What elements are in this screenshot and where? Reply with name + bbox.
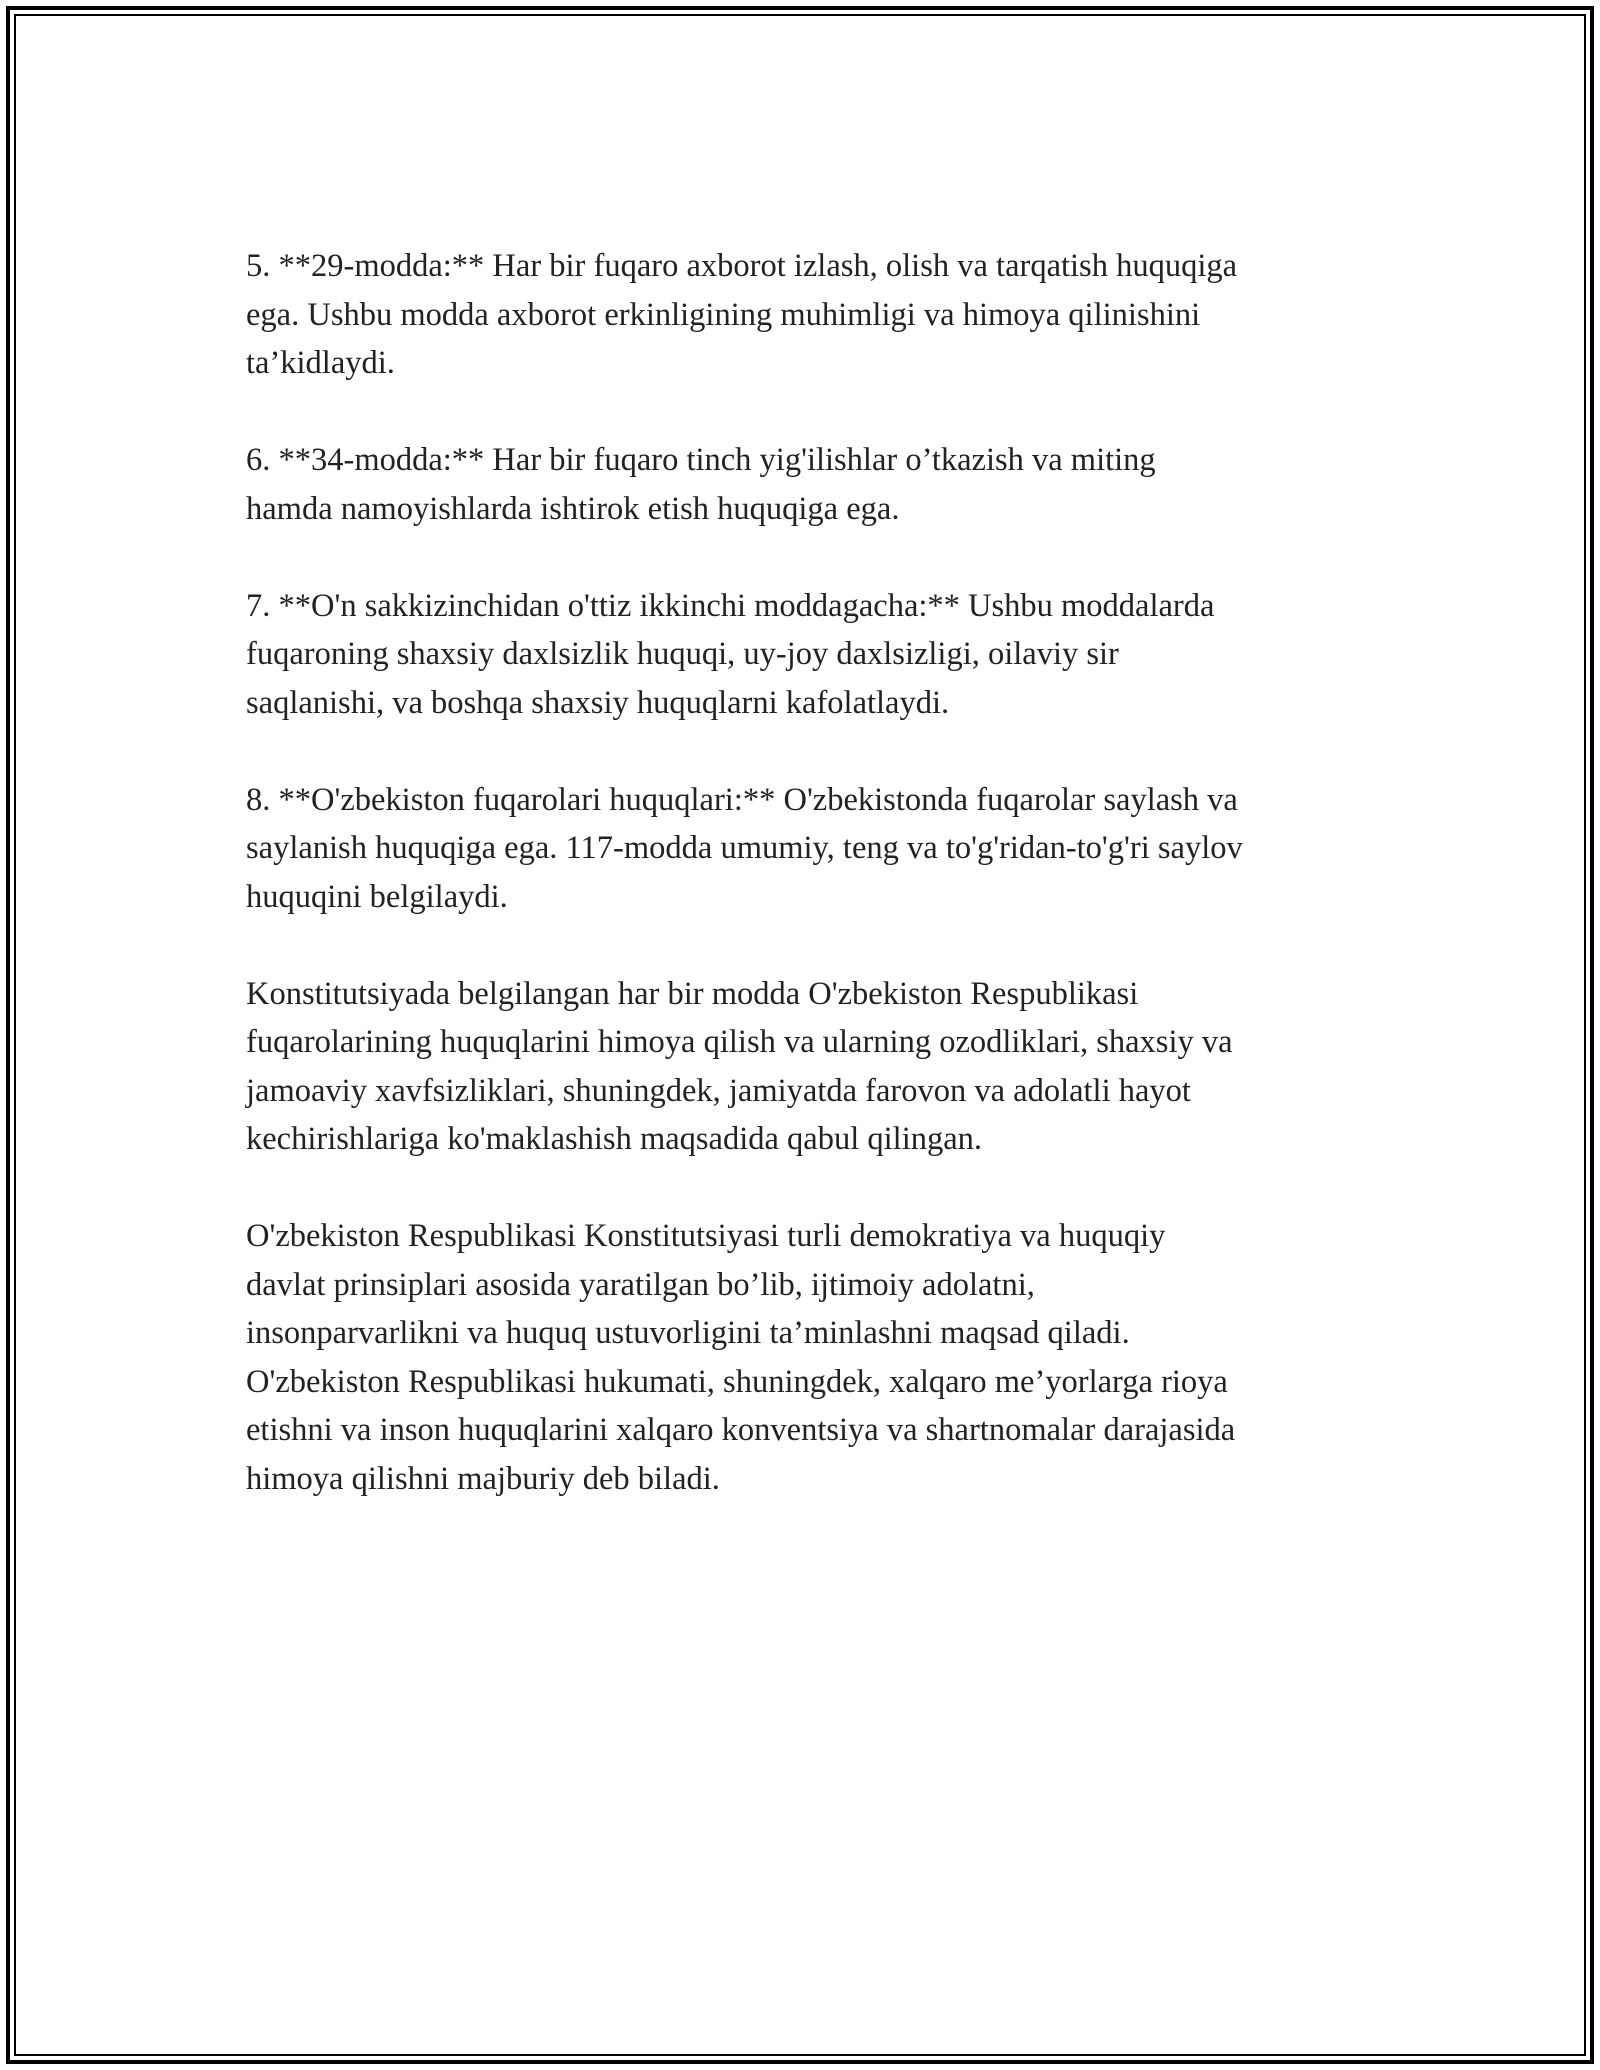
- paragraph-item-7: 7. **O'n sakkizinchidan o'ttiz ikkinchi moddagacha:** Ushbu moddalarda fuqaroning shaxsiy daxlsizlik huquqi, uy-joy daxlsizligi, oilaviy sir saqlanishi, va boshqa shaxsiy huquqlarni kafolatlaydi.: [246, 587, 1215, 721]
- page-border: [6, 6, 1594, 2064]
- document-body: [246, 242, 1386, 1552]
- paragraph-summary: O'zbekiston Respublikasi Konstitutsiyasi turli demokratiya va huquqiy davlat prinsiplari asosida yaratilgan bo’lib, ijtimoiy adolatni, insonparvarlikni va huquq ustuvorligini ta’minlashni maqsad qiladi. O'zbekiston Respublikasi hukumati, shuningdek, xalqaro me’yorlarga rioya etishni va inson huquqlarini xalqaro konventsiya va shartnomalar darajasida himoya qilishni majburiy deb biladi.: [246, 1218, 1236, 1497]
- paragraph-conclusion: Konstitutsiyada belgilangan har bir modda O'zbekiston Respublikasi fuqarolarining huquqlarini himoya qilish va ularning ozodliklari, shaxsiy va jamoaviy xavfsizliklari, shuningdek, jamiyatda farovon va adolatli hayot kechirishlariga ko'maklashish maqsadida qabul qilingan.: [246, 975, 1233, 1157]
- paragraph-item-8: 8. **O'zbekiston fuqarolari huquqlari:** O'zbekistonda fuqarolar saylash va saylanish huquqiga ega. 117-modda umumiy, teng va to'g'ridan-to'g'ri saylov huquqini belgilaydi.: [246, 781, 1243, 915]
- paragraph-item-5: 5. **29-modda:** Har bir fuqaro axborot izlash, olish va tarqatish huquqiga ega. Ushbu modda axborot erkinligining muhimligi va himoya qilinishini ta’kidlaydi.: [246, 248, 1238, 381]
- paragraph-item-6: 6. **34-modda:** Har bir fuqaro tinch yig'ilishlar o’tkazish va miting hamda namoyishlarda ishtirok etish huquqiga ega.: [246, 442, 1156, 527]
